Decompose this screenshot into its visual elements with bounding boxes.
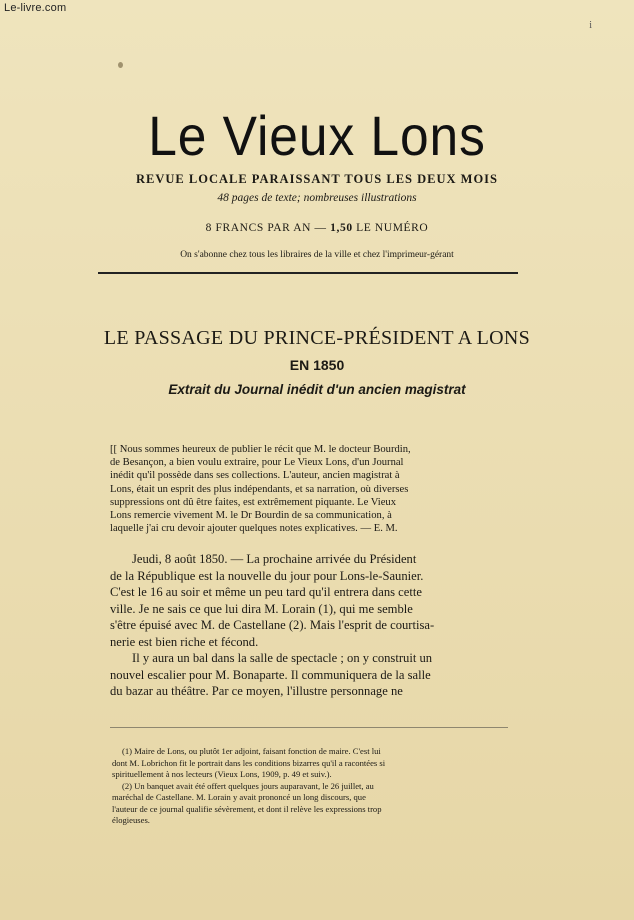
masthead-pages: 48 pages de texte; nombreuses illustrations bbox=[217, 192, 417, 204]
intro-line: suppressions ont dû être faites, est extrêmement piquante. Le Vieux bbox=[110, 496, 397, 508]
masthead-subtitle: REVUE LOCALE PARAISSANT TOUS LES DEUX MOIS bbox=[136, 172, 498, 186]
footnote-line: dont M. Lobrichon fit le portrait dans les conditions bizarres qu'il a racontées si bbox=[112, 757, 386, 768]
corner-mark: i bbox=[589, 20, 592, 31]
intro-paragraph bbox=[110, 443, 508, 535]
intro-line: Lons remercie vivement M. le Dr Bourdin de sa communication, à bbox=[110, 510, 392, 522]
intro-line: laquelle j'ai cru devoir ajouter quelques notes explicatives. — E. M. bbox=[110, 523, 398, 535]
footnote-line: (1) Maire de Lons, ou plutôt 1er adjoint, faisant fonction de maire. C'est lui bbox=[122, 746, 381, 756]
price-prefix: 8 FRANCS PAR AN — bbox=[205, 222, 327, 234]
price-number: 1,50 bbox=[330, 222, 353, 234]
footnote-line: l'auteur de ce journal qualifie sévèrement, et dont il relève les expressions trop bbox=[112, 803, 382, 814]
footnote-line: (2) Un banquet avait été offert quelques jours auparavant, le 26 juillet, au bbox=[122, 780, 374, 791]
body-line: nouvel escalier pour M. Bonaparte. Il communiquera de la salle bbox=[110, 667, 431, 682]
intro-line: inédit qu'il possède dans ses collections. L'auteur, ancien magistrat à bbox=[110, 470, 400, 482]
body-line: s'être épuisé avec M. de Castellane (2). Mais l'esprit de courtisa- bbox=[110, 618, 435, 632]
masthead-title: Le Vieux Lons bbox=[148, 104, 486, 167]
body-line: Jeudi, 8 août 1850. — La prochaine arrivée du Président bbox=[132, 552, 417, 566]
article-title: LE PASSAGE DU PRINCE-PRÉSIDENT A LONS bbox=[103, 327, 531, 349]
intro-line: Lons, était un esprit des plus indépendants, et sa narration, où diverses bbox=[110, 483, 409, 495]
article-year: EN 1850 bbox=[289, 357, 345, 373]
body-line: ville. Je ne sais ce que lui dira M. Lorain (1), qui me semble bbox=[110, 601, 413, 616]
intro-line: [[ Nous sommes heureux de publier le récit que M. le docteur Bourdin, bbox=[110, 444, 411, 455]
body-text bbox=[110, 551, 508, 700]
price-suffix: LE NUMÉRO bbox=[356, 222, 429, 234]
masthead-price bbox=[0, 222, 634, 234]
intro-line: de Besançon, a bien voulu extraire, pour Le Vieux Lons, d'un Journal bbox=[110, 457, 404, 469]
body-line: de la République est la nouvelle du jour pour Lons-le-Saunier. bbox=[110, 568, 424, 583]
watermark: Le-livre.com bbox=[4, 2, 67, 14]
body-line: C'est le 16 au soir et même un peu tard qu'il entrera dans cette bbox=[110, 585, 422, 599]
body-line: du bazar au théâtre. Par ce moyen, l'illustre personnage ne bbox=[110, 684, 403, 698]
masthead-subscription: On s'abonne chez tous les libraires de la ville et chez l'imprimeur-gérant bbox=[180, 250, 454, 260]
footnote-line: spirituellement à nos lecteurs (Vieux Lons, 1909, p. 49 et suiv.). bbox=[112, 769, 332, 779]
footnote-line: maréchal de Castellane. M. Lorain y avait prononcé un long discours, que bbox=[112, 792, 366, 802]
ink-stain bbox=[118, 62, 123, 68]
masthead-rule bbox=[98, 272, 518, 274]
article-extrait: Extrait du Journal inédit d'un ancien magistrat bbox=[168, 382, 466, 397]
footnote-line: élogieuses. bbox=[112, 815, 150, 825]
body-line: Il y aura un bal dans la salle de spectacle ; on y construit un bbox=[132, 651, 433, 665]
body-line: nerie est bien riche et fécond. bbox=[110, 634, 259, 649]
footnotes bbox=[112, 746, 508, 827]
notes-rule bbox=[110, 727, 508, 728]
